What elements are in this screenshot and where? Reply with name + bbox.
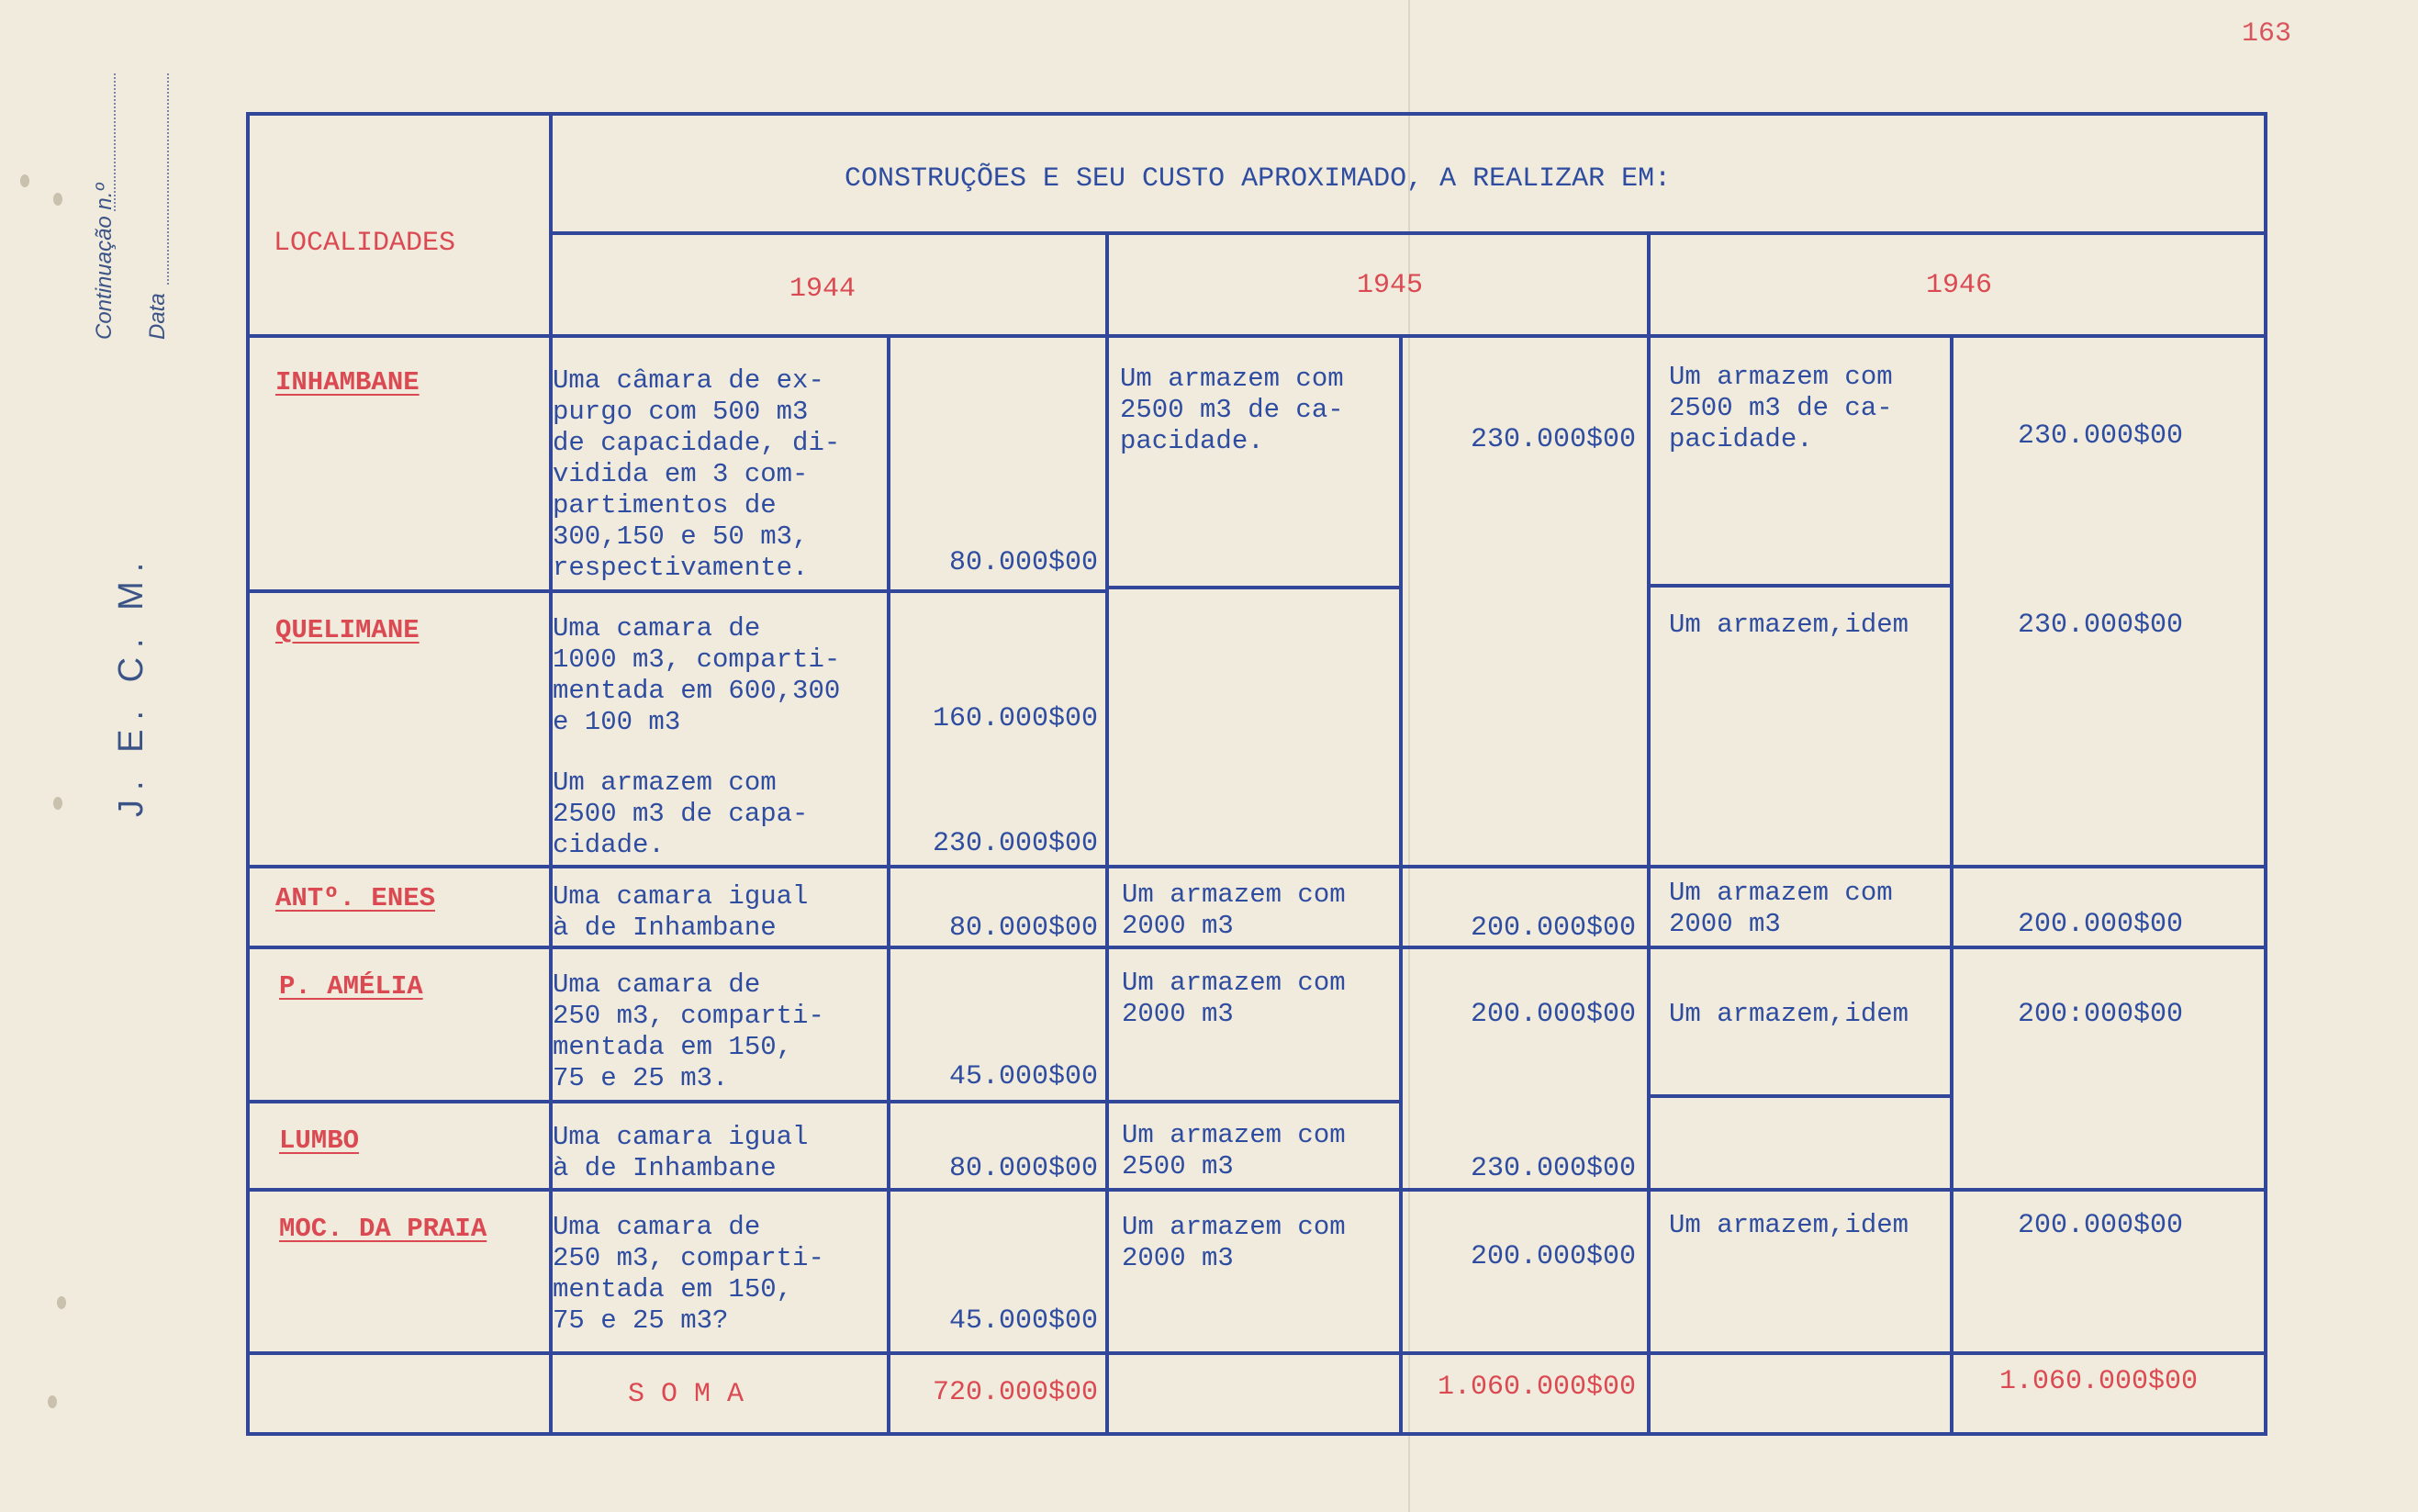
cost-1945-lumbo: 230.000$00 [1470,1153,1636,1184]
grid-line [246,865,2267,868]
desc-1945-ant-enes: Um armazem com 2000 m3 [1122,879,1346,941]
desc2-1944-quelimane: Um armazem com 2500 m3 de capa- cidade. [553,767,809,860]
cost-1946-ant-enes: 200.000$00 [2017,909,2183,940]
total-1946: 1.060.000$00 [1998,1366,2198,1397]
grid-line [246,334,2267,338]
grid-line [887,334,890,1436]
punch-hole [53,797,62,810]
cost-1945-p-amelia: 200.000$00 [1470,999,1636,1030]
continuation-line [114,73,118,211]
total-1944: 720.000$00 [932,1377,1098,1408]
grid-line [551,231,2267,235]
continuation-label: Continuação n.º [92,183,117,340]
cost-1945-inhambane: 230.000$00 [1470,424,1636,455]
table-border-left [246,112,250,1436]
grid-line [1107,586,1399,589]
desc-1944-p-amelia: Uma camara de 250 m3, comparti- mentada em 150, 75 e 25 m3. [553,969,824,1093]
grid-line [1105,233,1109,1436]
grid-line [246,1100,1105,1103]
punch-hole [53,193,62,206]
cost-1945-moc-da-praia: 200.000$00 [1470,1241,1636,1272]
desc-1945-lumbo: Um armazem com 2500 m3 [1122,1120,1346,1182]
desc-1946-p-amelia: Um armazem,idem [1669,999,1909,1029]
header-year-1944: 1944 [789,274,856,305]
cost-1944-inhambane: 80.000$00 [948,547,1098,578]
header-title: CONSTRUÇÕES E SEU CUSTO APROXIMADO, A REALIZAR EM: [845,163,1672,195]
cost-1946-quelimane: 230.000$00 [2017,610,2183,641]
grid-line [1950,334,1953,1436]
locality-lumbo: LUMBO [279,1126,360,1156]
header-year-1945: 1945 [1357,270,1424,301]
desc-1946-moc-da-praia: Um armazem,idem [1669,1210,1909,1240]
date-label: Data [145,293,170,340]
grid-line [246,946,2267,949]
cost2-1944-quelimane: 230.000$00 [932,828,1098,859]
locality-inhambane: INHAMBANE [275,367,420,398]
desc-1944-ant-enes: Uma camara igual à de Inhambane [553,881,809,943]
date-line [167,73,171,285]
desc-1944-moc-da-praia: Uma camara de 250 m3, comparti- mentada em 150, 75 e 25 m3? [553,1212,824,1336]
desc-1944-quelimane: Uma camara de 1000 m3, comparti- mentada em 600,300 e 100 m3 [553,613,841,737]
desc-1945-inhambane: Um armazem com 2500 m3 de ca- pacidade. [1120,364,1344,456]
total-label: S O M A [628,1379,744,1410]
cost-1945-ant-enes: 200.000$00 [1470,913,1636,944]
page-number: 163 [2242,18,2292,50]
locality-ant-enes: ANTº. ENES [275,883,436,913]
total-1945: 1.060.000$00 [1437,1372,1636,1403]
institution-label: J. E. C. M. [112,553,151,817]
table-border-right [2264,112,2267,1436]
locality-quelimane: QUELIMANE [275,615,420,645]
punch-hole [20,174,29,187]
header-year-1946: 1946 [1926,270,1993,301]
desc-1946-quelimane: Um armazem,idem [1669,610,1909,640]
cost-1946-moc-da-praia: 200.000$00 [2017,1210,2183,1241]
grid-line [1649,1094,1952,1098]
cost-1944-lumbo: 80.000$00 [948,1153,1098,1184]
punch-hole [57,1296,66,1309]
grid-line [246,1188,2267,1192]
locality-moc-da-praia: MOC. DA PRAIA [279,1214,487,1244]
desc-1946-inhambane: Um armazem com 2500 m3 de ca- pacidade. [1669,362,1893,454]
grid-line [1107,1100,1399,1103]
cost-1944-ant-enes: 80.000$00 [948,913,1098,944]
desc-1945-p-amelia: Um armazem com 2000 m3 [1122,968,1346,1029]
desc-1945-moc-da-praia: Um armazem com 2000 m3 [1122,1212,1346,1273]
cost-1944-moc-da-praia: 45.000$00 [948,1305,1098,1337]
desc-1944-lumbo: Uma camara igual à de Inhambane [553,1122,809,1183]
cost-1944-quelimane: 160.000$00 [932,703,1098,734]
cost-1946-inhambane: 230.000$00 [2017,420,2183,452]
locality-p-amelia: P. AMÉLIA [279,971,423,1002]
grid-line [1649,584,1952,588]
cost-1944-p-amelia: 45.000$00 [948,1061,1098,1092]
grid-line [1647,233,1651,1436]
desc-1944-inhambane: Uma câmara de ex- purgo com 500 m3 de capacidade, di- vidida em 3 com- partimentos de 300,150 e 50 m3, respectivamente. [553,365,841,583]
punch-hole [48,1395,57,1408]
grid-line [246,1351,2267,1355]
header-localidades: LOCALIDADES [274,228,456,259]
constructions-table [246,112,2267,1436]
desc-1946-ant-enes: Um armazem com 2000 m3 [1669,878,1893,939]
cost-1946-p-amelia: 200:000$00 [2017,999,2183,1030]
grid-line [246,589,1105,593]
